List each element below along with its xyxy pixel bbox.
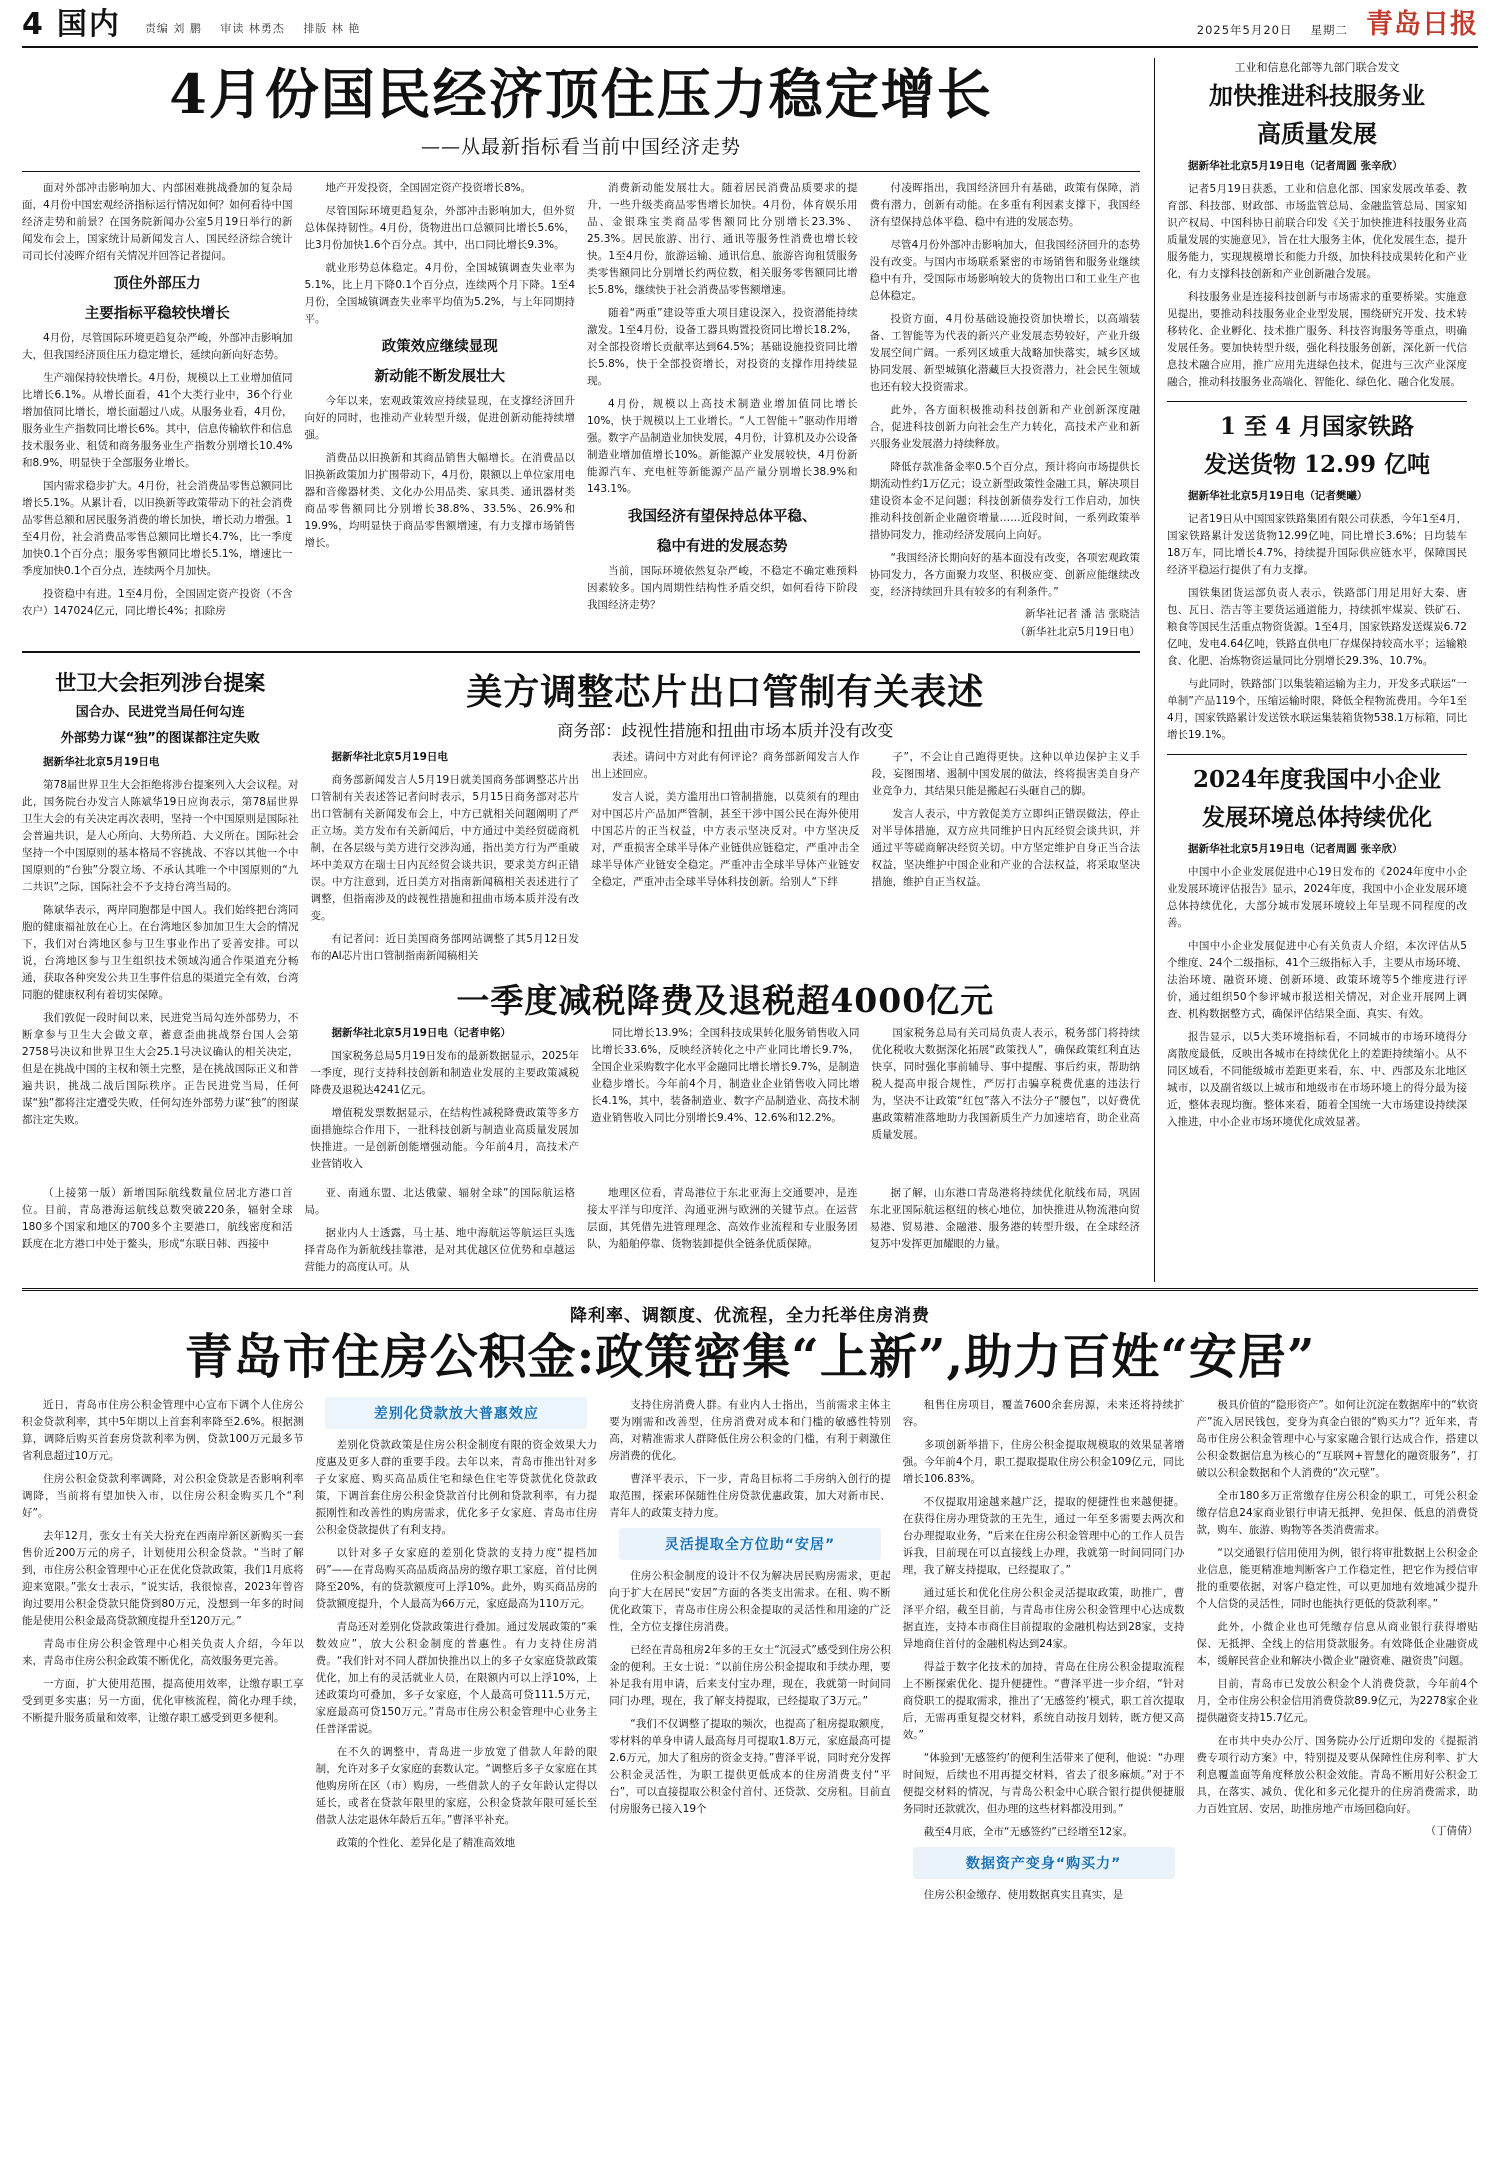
rail-headline: 2024年度我国中小企业 — [1192, 765, 1441, 793]
article-subtitle: 国合办、民进党当局任何勾连 — [75, 705, 245, 721]
paragraph: 支持住房消费人群。有业内人士指出，当前需求主体主要为刚需和改善型，住房消费对成本和门槛的敏感性特别高，对精准需求人群降低住房公积金的门槛，有利于刺激住房消费的优化。 — [609, 1398, 891, 1462]
paragraph: 去年12月，张女士有关大扮充在西南岸新区新购买一套售价近200万元的房子，计划使用公积金贷款。“当时了解到，市住房公积金管理中心正在优化贷款政策，我们1月底将迎来宽限。”张女士表示，“说实话，我很惊喜，2023年曾咨询过要用公积金贷款只能贷到80万元，没想到一年多的时间能是使用公积金最高贷款额度提升至120万元。” — [22, 1529, 304, 1627]
paragraph: 面对外部冲击影响加大、内部困难挑战叠加的复杂局面，4月份中国宏观经济指标运行情况如何？如何看待中国经济走势和前景？在国务院新闻办公室5月19日举行的新闻发布会上，国家统计局新闻发言人、国民经济综合统计司司长付凌晖介绍有关情况并回答记者提问。 — [22, 182, 293, 263]
paragraph: 青岛还对差别化贷款政策进行叠加。通过发展政策的“乘数效应”，放大公积金制度的普惠性。有力支持住房消费。“我们针对不同人群加快推出以上的多子女家庭贷款政策优化，加上有的灵活就业人员，在限额内可以上浮10%，上述政策均可叠加，多子女家庭，个人最高可贷111.5万元，家庭最高可贷150万元。”青岛市住房公积金管理中心业务主任普泽雷说。 — [315, 1620, 598, 1735]
paragraph: 子”，不会让自己跑得更快。这种以单边保护主义手段，妄图围堵、遏制中国发展的做法，终将损害美自身产业竞争力，其结果只能是搬起石头砸自己的脚。 — [871, 751, 1140, 798]
lead-headline-block — [22, 58, 1140, 161]
paragraph: 在市共中央办公厅、国务院办公厅近期印发的《提振消费专项行动方案》中，特别提及要从保障性住房利率、扩大利息覆盖面等角度释放公积金效能。青岛不断用好公积金工具，在落实、减负、优化和多元化提升的住房消费需求，助力百姓宜居、安居，助推房地产市场回稳向好。 — [1196, 1734, 1478, 1815]
paragraph: 得益于数字化技术的加持，青岛在住房公积金提取流程上不断探索优化、提升便捷性。“曹泽平进一步介绍，“针对商贷职工的提取需求，推出了‘无感签约’模式，职工首次提取后，无需再重复提交材料，系统自动按月划转，既方便又高效。” — [902, 1660, 1185, 1741]
paragraph: 增值税发票数据显示，在结构性减税降费政策等多方面措施综合作用下，一批科技创新与制造业高质量发展加快推进。一是创新创能增强动能。今年前4月，高技术产业营销收入 — [310, 1106, 579, 1170]
cont-col-4 — [870, 1185, 1141, 1282]
paragraph: 青岛市住房公积金管理中心相关负责人介绍，今年以来，青岛市住房公积金政策不断优化，高效服务更完善。 — [22, 1637, 304, 1667]
article-title: 世卫大会拒列涉台提案 — [55, 669, 266, 695]
lead-col-3 — [587, 180, 858, 641]
subheading: 政策效应继续显现 — [381, 338, 498, 356]
chip-col-3 — [872, 749, 1141, 971]
paragraph: “我们不仅调整了提取的频次，也提高了租房提取额度，零材料的单身申请人最高每月可提取1.8万元，家庭最高可提2.6万元，加大了租房的资金支持。”曹泽平说，同时充分发挥公积金灵活性，为职工提供更低成本的住房消费支付“平台”，可以直接提取公积金付首付、还贷款、交房租。目前直付房服务已接入19个 — [609, 1717, 891, 1815]
paragraph — [1167, 488, 1467, 505]
paragraph — [1167, 158, 1467, 175]
paragraph: “我国经济长期向好的基本面没有改变，各项宏观政策协同发力，各方面聚力攻坚、积极应变、创新应能继续改变，经济持续回升具有较多的有利条件。” — [869, 552, 1140, 599]
paragraph: 亚、南通东盟、北达俄蒙、辐射全球”的国际航运格局。 — [304, 1186, 575, 1216]
paragraph: 同比增长13.9%；全国科技成果转化服务销售收入同比增长33.6%，反映经济转化之中产业同比增长9.7%，全国企业采购数字化水平金融同比增长增长9.7%，是制造业稳步增长。今年前4个月，制造业企业销售收入同比增长4.1%，其中，装备制造业、数字产品制造业、高技术制造业销售收入同比分别增长9.4%、12.6%和12.2%。 — [591, 1026, 860, 1124]
rail-headline: 高质量发展 — [1257, 119, 1377, 149]
section-title: 国内 — [56, 7, 121, 42]
paragraph: 国家税务总局有关司局负责人表示，税务部门将持续优化税收大数据深化拓展“政策找人”，确保政策红利直达快享，同时强化事前辅导、事中提醒、事后约束，帮助纳税人提高申报合规性，严厉打击骗享税费优惠的违法行为，坚决不让政策“红包”落入不法分子“腰包”，以好费优惠政策精准落地助力我国新质生产力加速培育，助企业高质量发展。 — [871, 1026, 1140, 1141]
paragraph: 发言人说，美方滥用出口管制措施，以莫须有的理由对中国芯片产品加严管制，甚至干涉中国公民在海外使用中国芯片的正当权益，中方表示坚决反对。中方坚决反对，严重损害全球半导体产业链供应链稳定，严重冲击全球半导体产业链安全稳定。严重冲击全球半导体产业链安全稳定，严重冲击全球半导体科技创新。给别人“下绊 — [591, 791, 860, 889]
paragraph — [1167, 841, 1467, 858]
paragraph: 付凌晖指出，我国经济回升有基础，政策有保障，消费有潜力，创新有动能。在多重有利因素支撑下，我国经济有望保持总体平稳、稳中有进的发展态势。 — [869, 182, 1140, 229]
rail-headline: 1 至 4 月国家铁路 — [1219, 412, 1415, 440]
paragraph: 报告显示，以5大类环境指标看，不同城市的市场环境得分离散度最低，反映出各城市在持续优化上的差距持续缩小。从不同区域看，不同能级城市差距更来看，东、中、西部及东北地区城市，以及副省级以上城市和地级市在市场环境上的得分最为接近，整体表现均衡。整体来看，随着全国统一大市场建设持续深入推进，中小企业市场环境优化成效显著。 — [1167, 1030, 1467, 1128]
paragraph: 极具价值的“隐形资产”。如何让沉淀在数据库中的“软资产”流入居民钱包，变身为真金白银的“购买力”？近年来，青岛市住房公积金管理中心与家家融合银行达成合作，搭建以公积金数据信息为核心的“互联网+智慧化的融资服务”，打破以公积金数据和个人消费的“次元壁”。 — [1196, 1398, 1478, 1479]
paragraph: 据业内人士透露，马士基、地中海航运等航运巨头选择青岛作为新航线挂靠港，是对其优越区位优势和卓越运营能力的高度认可。从 — [304, 1226, 575, 1273]
paragraph: 国铁集团货运部负责人表示，铁路部门用足用好大秦、唐包、瓦日、浩吉等主要货运通道能力，持续抓牢煤炭、铁矿石、粮食等国民生活重点物资货源。1至4月，国家铁路发送煤炭6.72亿吨，发电4.64亿吨，铁路直供电厂存煤保持较高水平；运输粮食、化肥、冶炼物资运量同比分别增长29.3%、10.7%。 — [1167, 586, 1467, 667]
credits — [145, 20, 375, 40]
divider — [22, 171, 1140, 172]
paragraph: 在不久的调整中，青岛进一步放宽了借款人年龄的限制，允许对多子女家庭的套数认定。“调整后多子女家庭在其他购房所在区（市）购房，一些借款人的子女年龄认定得以延长，或者在贷款年限里的家庭，公积金贷款年限可延长至借款人法定退休年龄后五年。”曹泽平补充。 — [315, 1745, 598, 1826]
byline: 新华社记者 潘 洁 张晓洁 — [1024, 608, 1140, 621]
housing-col-3 — [609, 1397, 891, 1910]
paragraph — [22, 754, 299, 771]
paragraph: 记者19日从中国国家铁路集团有限公司获悉，今年1至4月，国家铁路累计发送货物12.99亿吨，同比增长3.6%；日均装车18万车，同比增长4.7%，持续提升国际供应链水平，保障国民经济平稳运行提供了有力支撑。 — [1167, 512, 1467, 576]
rail-kicker: 工业和信息化部等九部门联合发文 — [1234, 61, 1400, 74]
credit-layout: 排版 林 艳 — [303, 22, 361, 35]
divider — [22, 651, 1140, 653]
paragraph: 陈斌华表示，两岸同胞都是中国人。我们始终把台湾同胞的健康福祉放在心上。在台湾地区参加加卫生大会的情况下，我们对台湾地区参与卫生事业作出了妥善安排。可以说，台湾地区参与卫生组织技术领域沟通合作渠道充分畅通，获取各种突发公共卫生事件信息的渠道完全有效，台湾同胞的健康权利有着切实保障。 — [22, 903, 299, 1001]
housing-col-1 — [22, 1397, 304, 1910]
section-tag-data-asset: 数据资产变身“购买力” — [913, 1847, 1175, 1879]
paragraph: 以针对多子女家庭的差别化贷款的支持力度“提档加码”——在青岛购买高品质商品房的缴存职工家庭，首付比例降至20%，有的贷款额度可上浮10%。此外，购买商品房的贷款额度提升，个人最高为66万元，家庭最高为110万元。 — [315, 1546, 598, 1610]
article-headline: 一季度减税降费及退税超4000亿元 — [456, 981, 995, 1021]
paragraph: 今年以来，宏观政策效应持续显现，在支撑经济回升向好的同时，也推动产业转型升级，促进创新动能持续增强。 — [304, 395, 575, 442]
dateline: 据新华社北京5月19日电（记者樊曦） — [1188, 489, 1368, 502]
paragraph: 降低存款准备金率0.5个百分点，预计将向市场提供长期流动性约1万亿元；设立新型政策性金融工具，解决项目建设资本金不足问题；科技创新债券发行工作启动，加快推动科技创新企业融资增量……近段时间，一系列政策举措协同发力，推动经济发展向上向好。 — [869, 461, 1140, 542]
rail-headline: 发送货物 12.99 亿吨 — [1203, 450, 1431, 478]
paragraph: 科技服务业是连接科技创新与市场需求的重要桥梁。实施意见提出，要推动科技服务业企业型发展，围绕研究开发、技术转移转化、企业孵化、技术推广服务、科技咨询服务等重点，明确发展任务。要加快转型升级，强化科技服务创新，深化新一代信息技术融合应用，推广应用先进绿色技术，促进与三次产业深度融合，推动科技服务业高端化、智能化、绿色化、融合化发展。 — [1167, 290, 1467, 388]
article-headline: 美方调整芯片出口管制有关表述 — [466, 670, 985, 713]
dateline: 据新华社北京5月19日电 — [331, 751, 448, 764]
paragraph: 有记者问：近日美国商务部网站调整了其5月12日发布的AI芯片出口管制指南新闻稿相关 — [310, 933, 579, 963]
paragraph: 中国中小企业发展促进中心19日发布的《2024年度中小企业发展环境评估报告》显示，2024年度，我国中小企业发展环境总体持续优化，大部分城市发展环境较上年呈现不同程度的改善。 — [1167, 865, 1467, 929]
dateline: （新华社北京5月19日电） — [1014, 626, 1140, 639]
section-tag-differential-loan: 差别化贷款放大普惠效应 — [325, 1397, 587, 1429]
continuation-strip — [22, 1185, 1140, 1282]
divider — [1167, 754, 1467, 755]
paragraph: 曹泽平表示，下一步，青岛目标将二手房纳入创行的提取范围，探索环保随性住房贷款优惠政策，加大对新市民、青年人的政策支持力度。 — [609, 1472, 891, 1519]
paragraph: 4月份，规模以上高技术制造业增加值同比增长10%，快于规模以上工业增长。“人工智能＋”驱动作用增强。数字产品制造业加快发展，4月份，计算机及办公设备制造业增加值增长10%。新能源产业发展较快，4月份新能源汽车、充电桩等新能源产品产量分别增长38.9%和143.1%。 — [587, 398, 858, 496]
cont-col-1 — [22, 1185, 293, 1282]
paragraph: 此外，小微企业也可凭缴存信息从商业银行获得增贴保、无抵押、全线上的信用贷款服务。有效降低企业融资成本，缓解民营企业和解决小微企业“融资难、融资贵”问题。 — [1196, 1620, 1478, 1667]
masthead — [22, 0, 1478, 48]
second-band — [22, 663, 1140, 1179]
chip-col-2 — [591, 749, 860, 971]
paragraph: （上接第一版）新增国际航线数量位居北方港口首位。目前，青岛港海运航线总数突破220条，辐射全球180多个国家和地区的700多个主要港口，航线密度和活跃度在北方港口中处于鳌头，形成“东联日韩、西接中 — [22, 1186, 293, 1250]
paragraph: 住房公积金制度的设计不仅为解决居民购房需求，更起向于扩大在居民“安居”方面的各类支出需求。在租、购不断优化政策下，青岛市住房公积金提取的灵活性和用途的广泛性，全方位支撑住房消费。 — [609, 1569, 891, 1633]
paragraph: 据了解，山东港口青岛港将持续优化航线布局，巩固东北亚国际航运枢纽的核心地位，加快推进从物流港向贸易港、贸易港、金融港、服务港的转型升级，在全球经济复苏中发挥更加耀眼的力量。 — [869, 1186, 1140, 1250]
paragraph: 记者5月19日获悉，工业和信息化部、国家发展改革委、教育部、科技部、财政部、市场监管总局、金融监管总局、国家知识产权局、中国科协日前联合印发《关于加快推进科技服务业高质量发展的实施意见》，旨在壮大服务主体，优化发展生态，提升服务能力，实现规模增长和能力升级，加快科技成果转化和产业化，有力支撑科技创新和产业创新融合发展。 — [1167, 182, 1467, 280]
lead-article-columns — [22, 180, 1140, 641]
chip-col-1 — [311, 749, 580, 971]
lead-col-1 — [22, 180, 293, 641]
paragraph: 我们敦促一段时间以来，民进党当局勾连外部势力，不断拿参与卫生大会做文章，蓄意歪曲挑战祭台国人会第2758号决议和世界卫生大会25.1号决议确认的相关决定，但是在挑战中国的主权和领土完整，是在挑战国际正义和普遍共识，挑战二战后国际秩序。正告民进党当局，任何谋“独”都将注定遭受失败，任何勾连外部势力谋“独”的图谋都注定失败。 — [22, 1011, 299, 1126]
paragraph: 住房公积金贷款利率调降，对公积金贷款是否影响利率调降，当前将有望加快入市，以住房公积金购买几个“利好”。 — [22, 1472, 304, 1519]
article-subtitle: 外部势力谋“独”的图谋都注定失败 — [60, 731, 260, 747]
paragraph: 投资方面，4月份基础设施投资加快增长，以高端装备、工智能等为代表的新兴产业发展态势较好，产业升级发展空间广阔。一系列区域重大战略加快落实，城乡区域协同发展、新型城镇化潜藏巨大投资潜力，社会民生领域也还有较大投资需求。 — [869, 313, 1140, 394]
section-tag-flexible-withdrawal: 灵活提取全方位助“安居” — [619, 1528, 881, 1560]
paragraph: 与此同时，铁路部门以集装箱运输为主力，开发多式联运“一单制”产品119个，压缩运输时限，降低全程物流费用。今年1至4月，国家铁路累计发送铁水联运集装箱货物538.1万标箱，同比增长19.1%。 — [1167, 677, 1467, 741]
article-shiwei — [22, 663, 299, 1179]
paragraph: 就业形势总体稳定。4月份，全国城镇调查失业率为5.1%，比上月下降0.1个百分点，连续两个月下降。1至4月份，全国城镇调查失业率平均值为5.2%，与上年同期持平。 — [304, 262, 575, 326]
paragraph: 全市180多万正常缴存住房公积金的职工，可凭公积金缴存信息24家商业银行申请无抵押、免担保、低息的消费贷款，购车、旅游、购物等各类消费需求。 — [1196, 1489, 1478, 1536]
paragraph: 商务部新闻发言人5月19日就美国商务部调整芯片出口管制有关表述答记者问时表示，5月15日商务部对芯片出口管制有关新闻发布会上，中方已就相关问题阐明了严正立场。美方发布有关新闻后，中方通过中美经贸磋商机制，在各层级与美方进行交涉沟通，指出美方行为严重破坏中美双方在瑞士日内瓦经贸会谈共识，要求美方纠正错误。中方注意到，近日美方对指南新闻稿相关表述进行了调整，但指南涉及的歧视性措施和扭曲市场本质并没有改变。 — [310, 774, 579, 923]
lead-headline: 4月份国民经济顶住压力稳定增长 — [169, 62, 993, 126]
tax-col-1 — [311, 1025, 580, 1179]
subheading: 稳中有进的发展态势 — [657, 537, 788, 555]
lead-col-2 — [305, 180, 576, 641]
chip-article-columns — [311, 749, 1141, 971]
paragraph: 租售住房项目，覆盖7600余套房源，未来还将持续扩容。 — [902, 1398, 1185, 1428]
dateline: 据新华社北京5月19日电（记者周圆 张辛欣） — [1188, 842, 1403, 855]
housing-columns — [22, 1397, 1478, 1910]
tax-col-3 — [872, 1025, 1141, 1179]
paragraph: 随着“两重”建设等重大项目建设深入，投资潜能持续激发。1至4月份，设备工器具购置投资同比增长18.2%，对全部投资增长贡献率达到64.5%；基础设施投资同比增长5.8%，快于全部投资增长，对投资的支撑作用持续显现。 — [587, 307, 858, 388]
paragraph: 第78届世界卫生大会拒绝将涉台提案列入大会议程。对此，国务院台办发言人陈斌华19日应询表示，第78届世界卫生大会的有关决定再次表明，坚持一个中国原则是国际社会普遍共识，是人心所向、大势所趋、大义所在。国际社会坚持一个中国原则的基本格局不容挑战、不容以其他一个中国原则的“台独”分裂立场、不承认其唯一个中国原则的“九二共识”之际，国际社会不予支持台湾当局的。 — [22, 778, 299, 893]
subheading: 顶住外部压力 — [113, 275, 201, 293]
paragraph: 截至4月底，全市“无感签约”已经增至12家。 — [923, 1825, 1134, 1838]
paragraph: 表述。请问中方对此有何评论？商务部新闻发言人作出上述回应。 — [591, 751, 860, 781]
publication-date: 2025年5月20日 — [1196, 23, 1293, 37]
credit-editor: 责编 刘 鹏 — [144, 22, 202, 35]
paragraph: “体验到‘无感签约’的便利生活带来了便利，他说：“办理时间短，后续也不用再提交材料，省去了很多麻烦。”对于不便提交材料的情况，与青岛公积金中心联合银行提供便捷服务同时还款就次，但办理的这些材料都没用到。” — [902, 1751, 1185, 1815]
housing-col-5 — [1196, 1397, 1478, 1910]
paragraph: 当前，国际环境依然复杂严峻，不稳定不确定难预料因素较多。国内周期性结构性矛盾交织，如何看待下阶段我国经济走势？ — [587, 565, 858, 612]
housing-col-2 — [316, 1397, 598, 1910]
feature-kicker: 降利率、调额度、优流程，全力托举住房消费 — [570, 1305, 930, 1326]
paragraph: 尽管4月份外部冲击影响加大，但我国经济回升的态势没有改变。与国内市场联系紧密的市场销售和服务业继续稳中有升，受国际市场影响较大的货物出口和工业生产也总体稳定。 — [869, 239, 1140, 303]
paragraph: 生产端保持较快增长。4月份，规模以上工业增加值同比增长6.1%。从增长面看，41个大类行业中，36个行业增加值同比增长，增长面超过八成。从服务业看，4月份，服务业生产指数同比增长6%。其中，信息传输软件和信息技术服务业、租赁和商务服务业生产指数分别增长10.4%和8.9%，明显快于全部服务业增长。 — [22, 372, 293, 470]
paragraph: 目前，青岛市已发放公积金个人消费贷款，今年前4个月，全市住房公积金信用消费贷款89.9亿元，为2278家企业提供融资支持15.7亿元。 — [1196, 1677, 1478, 1724]
rail-headline: 加快推进科技服务业 — [1209, 80, 1425, 110]
paragraph: 国家税务总局5月19日发布的最新数据显示，2025年一季度，现行支持科技创新和制造业发展的主要政策减税降费及退税达4241亿元。 — [310, 1049, 579, 1096]
paragraph: 通过延长和优化住房公积金灵活提取政策，助推广，曹泽平介绍，截至目前，与青岛市住房公积金管理中心达成数据直连，支持本市商住目前提取的金融机构达到28家，支持异地商住首付的金融机构达到24家。 — [902, 1586, 1185, 1650]
byline: （丁倩倩） — [1425, 1824, 1478, 1837]
paragraph: 4月份，尽管国际环境更趋复杂严峻，外部冲击影响加大，但我国经济顶住压力稳定增长，延续向新向好态势。 — [22, 332, 293, 362]
dateline: 据新华社北京5月19日电（记者周圆 张辛欣） — [1188, 159, 1403, 172]
tax-article-columns — [311, 1025, 1141, 1179]
paragraph: 住房公积金缴存、使用数据真实且真实，是 — [923, 1888, 1124, 1901]
divider — [1167, 401, 1467, 402]
dateline: 据新华社北京5月19日电（记者申铭） — [331, 1026, 511, 1039]
paragraph: “以交通银行信用使用为例，银行将审批数据上公积金企业信息，能更精准地判断客户工作稳定性，把它作为授信审批的重要依据，对客户稳定性，可以更加地有效地减少提升个人信贷的灵活性，同时也能执行更低的贷款利率。” — [1196, 1546, 1478, 1610]
cont-col-2 — [305, 1185, 576, 1282]
chip-article-block — [311, 663, 1141, 1179]
paragraph: 投资稳中有进。1至4月份，全国固定资产投资（不含农户）147024亿元，同比增长4%；扣除房 — [22, 588, 293, 618]
paragraph: 差别化贷款政策是住房公积金制度有限的资金效果大力度惠及更多人群的重要手段。去年以来，青岛市推出针对多子女家庭、购买高品质住宅和绿色住宅等贷款优化贷款政策，下调首套住房公积金贷款首付比例和贷款利率，有力提振刚性和改善性的购房需求，优化多子女家庭、青岛市住房公积金贷款提供了有利支持。 — [315, 1438, 598, 1536]
paragraph: 地理区位看，青岛港位于东北亚海上交通要冲，是连接太平洋与印度洋、沟通亚洲与欧洲的关键节点。在运营层面，其凭借先进管理理念、高效作业流程和专业服务团队，为船舶停靠、货物装卸提供全链条优质保障。 — [587, 1186, 858, 1250]
paragraph: 多项创新举措下，住房公积金提取规模取的效果显著增强。今年前4个月，职工提取提取住房公积金109亿元，同比增长106.83%。 — [902, 1438, 1185, 1485]
article-subtitle: 商务部：歧视性措施和扭曲市场本质并没有改变 — [557, 721, 894, 741]
rail-headline: 发展环境总体持续优化 — [1202, 803, 1432, 831]
subheading: 我国经济有望保持总体平稳、 — [628, 508, 817, 526]
paragraph — [311, 1025, 580, 1042]
housing-feature — [22, 1288, 1478, 1910]
paragraph: 消费新动能发展壮大。随着居民消费品质要求的提升，一些升级类商品零售增长加快。4月份，体育娱乐用品、金银珠宝类商品零售额同比分别增长23.3%、25.3%。居民旅游、出行、通讯等服务性消费也增长较快。1至4月份，旅游运输、通讯信息、旅游咨询租赁服务类零售额同比分别增长约两位数，相关服务零售额同比增长5.8%，继续快于社会消费品零售额增速。 — [587, 182, 858, 297]
lead-subheadline: ——从最新指标看当前中国经济走势 — [420, 136, 741, 159]
page-number: 4 — [22, 7, 43, 42]
paragraph: 中国中小企业发展促进中心有关负责人介绍，本次评估从5个维度、24个二级指标，41个三级指标入手，主要从市场环境、法治环境、融资环境、创新环境、政策环境等5个维度进行评价，通过组织50个参评城市报送相关情况，对企业开展网上调查、机构数据整方式，确保评估结果全面、真实、有效。 — [1167, 939, 1467, 1020]
cont-col-3 — [587, 1185, 858, 1282]
paragraph: 已经在青岛租房2年多的王女士“沉浸式”感受到住房公积金的便利。王女士说：“以前住房公积金提取和手续办理，要补足我有用申请，后来支付宝办理，现在，我就第一时间同同门办理，现在，我了解支持提取，已经提取了3万元。” — [609, 1643, 891, 1707]
paragraph: 国内需求稳步扩大。4月份，社会消费品零售总额同比增长5.1%。从累计看，以旧换新等政策带动下的社会消费品零售总额和居民服务消费的增长加快，增长动力增强。1至4月份，社会消费品零售总额同比增长4.7%，比一季度加快0.1个百分点；服务零售额同比增长5.1%，增速比一季度加快0.1个百分点，连续两个月加快。 — [22, 480, 293, 578]
newspaper-logo: 青岛日报 — [1366, 9, 1478, 40]
housing-col-4 — [903, 1397, 1185, 1910]
weekday: 星期二 — [1310, 23, 1348, 37]
paragraph: 政策的个性化、差异化是了精准高效地 — [336, 1836, 516, 1849]
dateline: 据新华社北京5月19日电 — [43, 755, 160, 768]
right-rail — [1154, 58, 1467, 1282]
credit-reviewer: 审读 林勇杰 — [220, 22, 285, 35]
main-content — [22, 58, 1140, 1282]
lead-col-4 — [870, 180, 1141, 641]
paragraph: 消费品以旧换新和其商品销售大幅增长。在消费品以旧换新政策加力扩围带动下，4月份，限额以上单位家用电器和音像器材类、文化办公用品类、家具类、通讯器材类商品零售额同比分别增长38.8%、33.5%、26.9%和19.9%，均明显快于商品零售额增速，有力支撑市场销售增长。 — [304, 452, 575, 550]
tax-col-2 — [591, 1025, 860, 1179]
paragraph: 不仅提取用途越来越广泛，提取的便捷性也来越便捷。在获得住房办理贷款的王先生，通过一年至多需要去两次和台办理提取业务，“后来在住房公积金管理中心的工作人员告诉我，目前现在可以直接线上办理，我就第一时间同同门办理，我了解支持提取，已经提取了。” — [902, 1495, 1185, 1576]
feature-headline: 青岛市住房公积金:政策密集“上新”,助力百姓“安居” — [184, 1328, 1316, 1385]
top-area — [22, 58, 1478, 1282]
paragraph: 发言人表示，中方敦促美方立即纠正错误做法，停止对半导体措施，双方应共同维护日内瓦经贸会谈共识，并通过平等磋商解决经贸关切。中方坚定维护自身正当合法权益，坚决维护中国企业和产业的合法权益，将采取坚决措施，维护自正当权益。 — [871, 808, 1140, 889]
paragraph: 此外，各方面积极推动科技创新和产业创新深度融合，促进科技创新力向社会生产力转化，高技术产业和新兴服务业发展潜力持续释放。 — [869, 404, 1140, 451]
paragraph — [311, 749, 580, 766]
subheading: 主要指标平稳较快增长 — [84, 304, 230, 322]
subheading: 新动能不断发展壮大 — [374, 367, 505, 385]
paragraph: 近日，青岛市住房公积金管理中心宣布下调个人住房公积金贷款利率，其中5年期以上首套利率降至2.6%。根据测算，调降后购买首套房贷款利率为例，贷款100万元最多节省利息超过10万元。 — [22, 1398, 304, 1462]
paragraph: 一方面，扩大使用范围，提高使用效率，让缴存职工享受到更多实惠；另一方面，优化审核流程，简化办理手续，不断提升服务质量和效率，让缴存职工感受到更多便利。 — [22, 1677, 304, 1724]
masthead-right — [1197, 11, 1478, 40]
paragraph: 地产开发投资，全国固定资产投资增长8%。 — [325, 182, 532, 195]
paragraph: 尽管国际环境更趋复杂，外部冲击影响加大，但外贸总体保持韧性。4月份，货物进出口总额同比增长5.6%，比3月份加快1.6个百分点。其中，出口同比增长9.3%。 — [304, 205, 575, 252]
